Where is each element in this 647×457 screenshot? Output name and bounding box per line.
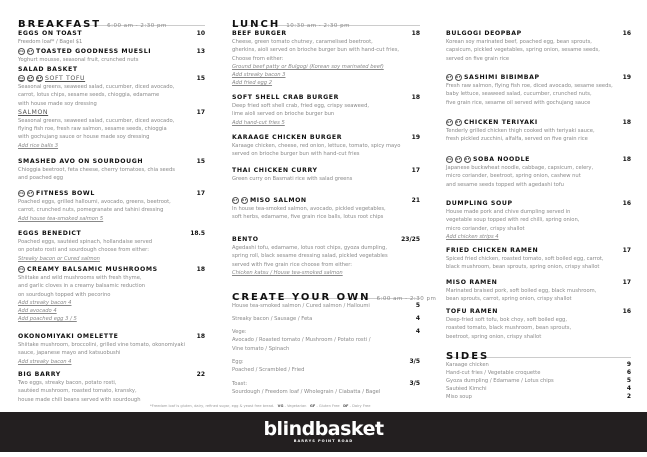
item-header — [446, 246, 631, 255]
item-name — [446, 30, 522, 37]
item-name — [18, 75, 85, 82]
row-text — [232, 358, 304, 375]
item-addon: Add hand-cut fries 5 — [232, 119, 285, 126]
item-description: and sesame seeds topped with agedashi tofu — [446, 181, 564, 188]
item-name-text: EGGS BENEDICT — [18, 230, 82, 237]
item-description: Poached eggs, sautéed spinach, hollandaise served — [18, 239, 153, 245]
item-description: with house made soy dressing — [18, 100, 97, 107]
row-text — [232, 328, 371, 353]
item-name-text: SASHIMI BIBIMBAP — [464, 74, 540, 81]
row-price: 4 — [415, 315, 420, 322]
item-name-text: BENTO — [232, 236, 259, 243]
section-title: SIDES — [446, 351, 490, 362]
item-description: soft herbs, edamame, five grain rice balls, lotus root chips — [232, 214, 384, 221]
item-description: and poached egg — [18, 175, 64, 182]
item-name — [18, 30, 82, 37]
item-description: Seasonal greens, seaweed salad, cucumber, diced avocado, — [18, 84, 175, 90]
item-name-text: SOBA NOODLE — [473, 156, 530, 163]
section-title: CREATE YOUR OWN — [232, 292, 371, 303]
menu-item — [446, 278, 631, 304]
menu-item — [446, 246, 631, 272]
item-name — [446, 119, 538, 126]
item-name — [446, 308, 498, 315]
item-name — [232, 30, 287, 37]
item-name — [18, 66, 78, 73]
item-description: gherkins, aioli served on brioche burger bun with hand-cut fries, — [232, 47, 400, 54]
item-name — [18, 48, 151, 55]
footnote — [150, 404, 370, 408]
item-description: served on brioche burger bun with hand-cut fries — [232, 151, 360, 158]
create-row — [232, 328, 420, 353]
item-description: black mushroom, bean sprouts, spring onion, crispy shallot — [446, 264, 600, 271]
item-name-text: DUMPLING SOUP — [446, 200, 513, 207]
item-description: sautéed mushroom, roasted tomato, kransky, — [18, 388, 137, 395]
item-addon: Ground beef patty or Bulgogi (Korean soy marinated beef) — [232, 63, 384, 70]
item-name — [18, 190, 95, 197]
item-name — [18, 333, 119, 340]
item-header — [446, 278, 631, 287]
item-price: 13 — [196, 48, 205, 55]
menu-item — [446, 307, 631, 341]
diet-badge-icon: GF — [446, 76, 453, 79]
row-line: Streaky bacon / Sausage / Feta — [232, 316, 313, 322]
diet-badge-icon: VG — [18, 77, 25, 80]
item-addon: Add poached egg 3 / 5 — [18, 316, 77, 323]
item-description: on potato rosti and sourdough choose from either: — [18, 247, 149, 254]
item-header — [446, 73, 631, 82]
menu-item — [446, 73, 631, 107]
item-header — [446, 199, 631, 208]
row-price: 3/5 — [409, 358, 420, 365]
item-description: Karaage chicken, cheese, red onion, lettuce, tomato, spicy mayo — [232, 143, 401, 149]
item-description: house made chili beans served with sourdough — [18, 396, 141, 403]
menu-item — [18, 229, 205, 263]
menu-item — [232, 29, 420, 88]
item-description: Cheese, green tomato chutney, caramelised beetroot, — [232, 39, 373, 45]
row-text — [232, 380, 380, 397]
row-line: Sourdough / Freedom loaf / Wholegrain / Ciabatta / Bagel — [232, 389, 381, 396]
row-line: Gyoza dumpling / Edamame / Lotus chips — [446, 378, 554, 384]
item-name — [232, 197, 307, 204]
item-description: bean sprouts, carrot, spring onion, crispy shallot — [446, 296, 572, 303]
item-addon: Add streaky bacon 4 — [18, 299, 72, 306]
menu-item — [232, 196, 420, 222]
item-description: fresh pickled zucchini, alfalfa, served on five grain rice — [446, 136, 588, 143]
create-row — [232, 315, 420, 323]
item-description: with gochujang sauce or house made soy dressing — [18, 134, 150, 141]
item-description: five grain rice, sesame oil served with gochujang sauce — [446, 99, 591, 106]
item-description: carrot, lotus chips, sesame seeds, chioggia, edamame — [18, 92, 160, 99]
legend-gf-label: - Gluten Free — [316, 404, 340, 408]
item-header — [446, 118, 631, 127]
menu-item — [18, 47, 205, 64]
item-description: served on five grain rice — [446, 55, 510, 62]
item-price: 17 — [622, 279, 631, 286]
item-description: sauce, japanese mayo and katsuobushi — [18, 350, 121, 357]
item-name — [18, 266, 158, 273]
item-name — [446, 247, 538, 254]
item-name-text: FRIED CHICKEN RAMEN — [446, 247, 539, 254]
item-name-text: SOFT SHELL CRAB BURGER — [232, 94, 339, 101]
item-name — [18, 230, 81, 237]
item-price: 18 — [622, 156, 631, 163]
item-description: lime aioli served on brioche burger bun — [232, 111, 335, 118]
row-line: Poached / Scrambled / Fried — [232, 367, 305, 374]
item-description: Yoghurt mousse, seasonal fruit, crunched nuts — [18, 57, 139, 63]
menu-item — [18, 29, 205, 46]
item-price: 19 — [411, 134, 420, 141]
item-addon: Add streaky bacon 4 — [18, 358, 72, 365]
item-description: Deep fried soft shell crab, fried egg, crispy seaweed, — [232, 103, 370, 109]
diet-badge-icon: GF — [232, 199, 239, 202]
item-description: beetroot, spring onion, crispy shallot — [446, 333, 542, 340]
row-price: 9 — [626, 361, 631, 368]
row-price: 5 — [626, 377, 631, 384]
item-description: Japanese buckwheat noodle, cabbage, capsicum, celery, — [446, 165, 594, 171]
item-name — [18, 158, 143, 165]
menu-item — [18, 108, 205, 150]
item-header — [446, 155, 631, 164]
menu-item — [232, 93, 420, 127]
item-description: micro coriander, crispy shallot — [446, 225, 525, 232]
item-header — [18, 65, 205, 74]
menu-item — [18, 370, 205, 404]
item-addon: Add house tea-smoked salmon 5 — [18, 215, 104, 222]
legend-df: DF — [343, 404, 349, 408]
item-header — [446, 307, 631, 316]
item-price: 16 — [622, 30, 631, 37]
item-price: 17 — [411, 167, 420, 174]
sides-heading — [446, 344, 631, 362]
item-name-text: SMASHED AVO ON SOURDOUGH — [18, 158, 144, 165]
item-description: Chioggia beetroot, feta cheese, cherry tomatoes, chia seeds — [18, 167, 175, 173]
diet-badge-icon: VG — [18, 268, 25, 271]
item-description: Korean soy marinated beef, poached egg, bean sprouts, — [446, 39, 592, 45]
section-title: BREAKFAST — [18, 19, 102, 30]
row-text — [232, 302, 370, 310]
diet-badge-icon: DF — [36, 77, 43, 80]
item-name — [232, 236, 259, 243]
row-line: House tea-smoked salmon / Cured salmon / Halloumi — [232, 303, 370, 309]
item-header — [18, 370, 205, 379]
item-name-text: BIG BARRY — [18, 371, 61, 378]
row-line: Egg: — [232, 359, 244, 365]
row-line: Karaage chicken — [446, 362, 489, 368]
create-row — [232, 302, 420, 310]
diet-badge-icon: VG — [18, 192, 25, 195]
item-description: Choose from either: — [232, 55, 284, 62]
item-name-text: TOFU RAMEN — [446, 308, 499, 315]
item-price: 18 — [411, 94, 420, 101]
item-name — [18, 109, 48, 116]
item-name-text: SOFT TOFU — [45, 75, 86, 82]
item-price: 16 — [622, 200, 631, 207]
item-name-text: TOASTED GOODNESS MUESLI — [36, 48, 152, 55]
item-header — [18, 29, 205, 38]
item-name-text: SALAD BASKET — [18, 66, 78, 73]
item-price: 22 — [196, 371, 205, 378]
row-price: 4 — [415, 328, 420, 335]
item-header — [18, 108, 205, 117]
legend-vg: VG — [277, 404, 284, 408]
create-row — [232, 380, 420, 397]
item-description: Agedashi tofu, edamame, lotus root chips, gyoza dumpling, — [232, 245, 387, 251]
diet-badge-icon: DF — [464, 158, 471, 161]
lunch-column — [232, 0, 437, 410]
diet-badge-icon: GF — [27, 192, 34, 195]
item-description: roasted tomato, black mushroom, bean sprouts, — [446, 325, 572, 332]
item-description: House made pork and chive dumpling served in — [446, 209, 571, 215]
item-name — [18, 371, 61, 378]
right-column — [446, 0, 631, 410]
item-price: 16 — [622, 308, 631, 315]
menu-item — [18, 65, 205, 150]
item-addon: Add streaky bacon 3 — [232, 72, 286, 79]
item-name-text: SALMON — [18, 108, 49, 116]
row-text — [232, 315, 312, 323]
diet-badge-icon: VG — [446, 158, 453, 161]
item-addon: Add avocado 4 — [18, 308, 57, 315]
diet-badge-icon: DF — [455, 76, 462, 79]
diet-badge-icon: VG — [18, 50, 25, 53]
item-header — [232, 93, 420, 102]
item-name-text: MISO RAMEN — [446, 279, 498, 286]
menu-item — [232, 235, 420, 277]
diet-badge-icon: GF — [455, 158, 462, 161]
item-price: 18 — [196, 266, 205, 273]
row-line: Hand-cut fries / Vegetable croquette — [446, 370, 541, 376]
item-header — [18, 157, 205, 166]
breakfast-column — [18, 0, 205, 410]
item-name-text: FITNESS BOWL — [36, 190, 95, 197]
menu-item — [446, 118, 631, 144]
item-addon: Add chicken strips 4 — [446, 233, 499, 240]
item-header — [232, 166, 420, 175]
item-name — [446, 74, 540, 81]
item-name-text: BEEF BURGER — [232, 30, 287, 37]
item-description: Spiced fried chicken, roasted tomato, soft boiled egg, carrot, — [446, 256, 604, 262]
item-header — [18, 74, 205, 83]
item-price: 10 — [196, 30, 205, 37]
row-line: Avocado / Roasted tomato / Mushroom / Potato rosti / — [232, 337, 371, 344]
menu-item — [18, 332, 205, 366]
section-hours: 6:00 am - 2:30 pm — [376, 296, 437, 302]
item-description: Two eggs, streaky bacon, potato rosti, — [18, 380, 117, 386]
item-price: 18 — [196, 333, 205, 340]
brand-logo: blindbasket — [263, 418, 384, 440]
row-price: 6 — [626, 369, 631, 376]
item-header — [232, 235, 420, 244]
item-name — [232, 94, 339, 101]
item-name — [446, 279, 497, 286]
row-line: Miso soup — [446, 394, 472, 400]
diet-badge-icon: DF — [241, 199, 248, 202]
legend-vg-label: - Vegetarian — [284, 404, 307, 408]
item-name-text: CREAMY BALSAMIC MUSHROOMS — [27, 266, 158, 273]
create-row — [232, 358, 420, 375]
diet-badge-icon: DF — [455, 121, 462, 124]
item-addon: Streaky bacon or Cured salmon — [18, 255, 100, 262]
row-price: 3/5 — [409, 380, 420, 387]
legend-gf: GF — [309, 404, 316, 408]
item-description: baby lettuce, seaweed salad, cucumber, crunched nuts, — [446, 91, 592, 98]
item-description: carrot, crunched nuts, pomegranate and tahini dressing — [18, 207, 164, 214]
item-description: capsicum, pickled vegetables, spring onion, sesame seeds, — [446, 47, 600, 54]
row-price: 5 — [415, 302, 420, 309]
item-price: 17 — [622, 247, 631, 254]
item-description: flying fish roe, fresh raw salmon, sesame seeds, chioggia — [18, 126, 167, 133]
row-price: 4 — [626, 385, 631, 392]
item-description: Deep-fried soft tofu, bok choy, soft boiled egg, — [446, 317, 567, 323]
menu-item — [18, 74, 205, 108]
item-description: Green curry on Basmati rice with salad greens — [232, 176, 353, 182]
brand-footer — [0, 412, 647, 452]
item-description: vegetable soup topped with red chilli, spring onion, — [446, 217, 580, 224]
menu-item — [18, 189, 205, 223]
menu-item — [446, 199, 631, 241]
item-header — [18, 265, 205, 274]
item-name-text: OKONOMIYAKI OMELETTE — [18, 333, 119, 340]
item-description: Tenderly grilled chicken thigh cooked with teriyaki sauce, — [446, 128, 595, 134]
item-description: Poached eggs, grilled halloumi, avocado, greens, beetroot, — [18, 199, 171, 205]
side-row — [446, 393, 631, 401]
item-addon: Add fried egg 2 — [232, 80, 273, 87]
menu-item — [446, 155, 631, 189]
item-addon: Add rice balls 3 — [18, 142, 59, 149]
breakfast-heading — [18, 12, 205, 30]
lunch-heading — [232, 12, 420, 30]
section-title: LUNCH — [232, 19, 281, 30]
diet-badge-icon: GF — [27, 50, 34, 53]
menu-item — [18, 265, 205, 324]
item-description: micro coriander, beetroot, spring onion, cashew nut — [446, 173, 581, 180]
diet-badge-icon: GF — [446, 121, 453, 124]
item-name-text: THAI CHICKEN CURRY — [232, 167, 318, 174]
item-price: 17 — [196, 190, 205, 197]
diet-badge-icon: GF — [27, 77, 34, 80]
item-description: In house tea-smoked salmon, avocado, pickled vegetables, — [232, 206, 386, 212]
item-price: 18.5 — [190, 230, 205, 237]
item-price: 15 — [196, 75, 205, 82]
item-price: 19 — [622, 74, 631, 81]
section-hours: 10:30 am - 2:30 pm — [286, 23, 350, 29]
menu-item — [232, 166, 420, 183]
item-price: 17 — [196, 108, 205, 116]
item-name-text: CHICKEN TERIYAKI — [464, 119, 538, 126]
item-header — [446, 29, 631, 38]
item-description: on sourdough topped with pecorino — [18, 291, 111, 298]
item-name-text: EGGS ON TOAST — [18, 30, 83, 37]
item-price: 18 — [411, 30, 420, 37]
item-description: Marinated braised pork, soft boiled egg, black mushroom, — [446, 288, 597, 294]
item-description: Shiitake and wild mushrooms with fresh thyme, — [18, 275, 142, 281]
item-price: 15 — [196, 158, 205, 165]
item-description: Fresh raw salmon, flying fish roe, diced avocado, sesame seeds, — [446, 83, 613, 89]
item-name — [446, 200, 513, 207]
menu-item — [18, 157, 205, 183]
item-header — [18, 229, 205, 238]
item-header — [18, 47, 205, 56]
menu-item — [232, 133, 420, 159]
item-name-text: MISO SALMON — [250, 197, 307, 204]
row-line: Sautéed Kimchi — [446, 386, 487, 392]
legend-df-label: - Dairy Free — [349, 404, 371, 408]
item-description: Freedom loaf* / Bagel $1 — [18, 39, 83, 45]
row-line: Toast: — [232, 381, 248, 387]
item-header — [232, 29, 420, 38]
item-name-text: BULGOGI DEOPBAP — [446, 30, 522, 37]
item-description: served with five grain rice choose from either: — [232, 261, 352, 268]
item-addon: Chicken katsu / House tea-smoked salmon — [232, 269, 343, 276]
item-name — [232, 134, 342, 141]
item-description: Shiitake mushroom, broccolini, grilled vine tomato, okonomiyaki — [18, 342, 185, 348]
row-price: 2 — [626, 393, 631, 400]
item-header — [18, 189, 205, 198]
section-hours: 6:00 am - 2:30 pm — [107, 23, 167, 29]
create-your-own-heading — [232, 285, 437, 303]
item-price: 18 — [622, 119, 631, 126]
item-header — [232, 196, 420, 205]
item-header — [18, 332, 205, 341]
row-line: Vine tomato / Spinach — [232, 345, 290, 352]
item-description: spring roll, black sesame dressing salad, pickled vegetables — [232, 253, 388, 260]
item-header — [232, 133, 420, 142]
item-name — [446, 156, 530, 163]
item-price: 21 — [411, 197, 420, 204]
brand-location: BARRYS POINT ROAD — [293, 439, 354, 443]
menu-item — [446, 29, 631, 63]
footnote-text: *Freedom loaf is gluten, dairy, refined sugar, egg & yeast free bread. — [150, 404, 275, 408]
item-description: and garlic cloves in a creamy balsamic reduction — [18, 283, 146, 290]
item-price: 23/25 — [401, 236, 420, 243]
item-name-text: KARAAGE CHICKEN BURGER — [232, 134, 343, 141]
row-line: Vege: — [232, 329, 247, 335]
row-text — [446, 393, 472, 401]
item-description: Seasonal greens, seaweed salad, cucumber, diced avocado, — [18, 117, 175, 124]
item-name — [232, 167, 318, 174]
